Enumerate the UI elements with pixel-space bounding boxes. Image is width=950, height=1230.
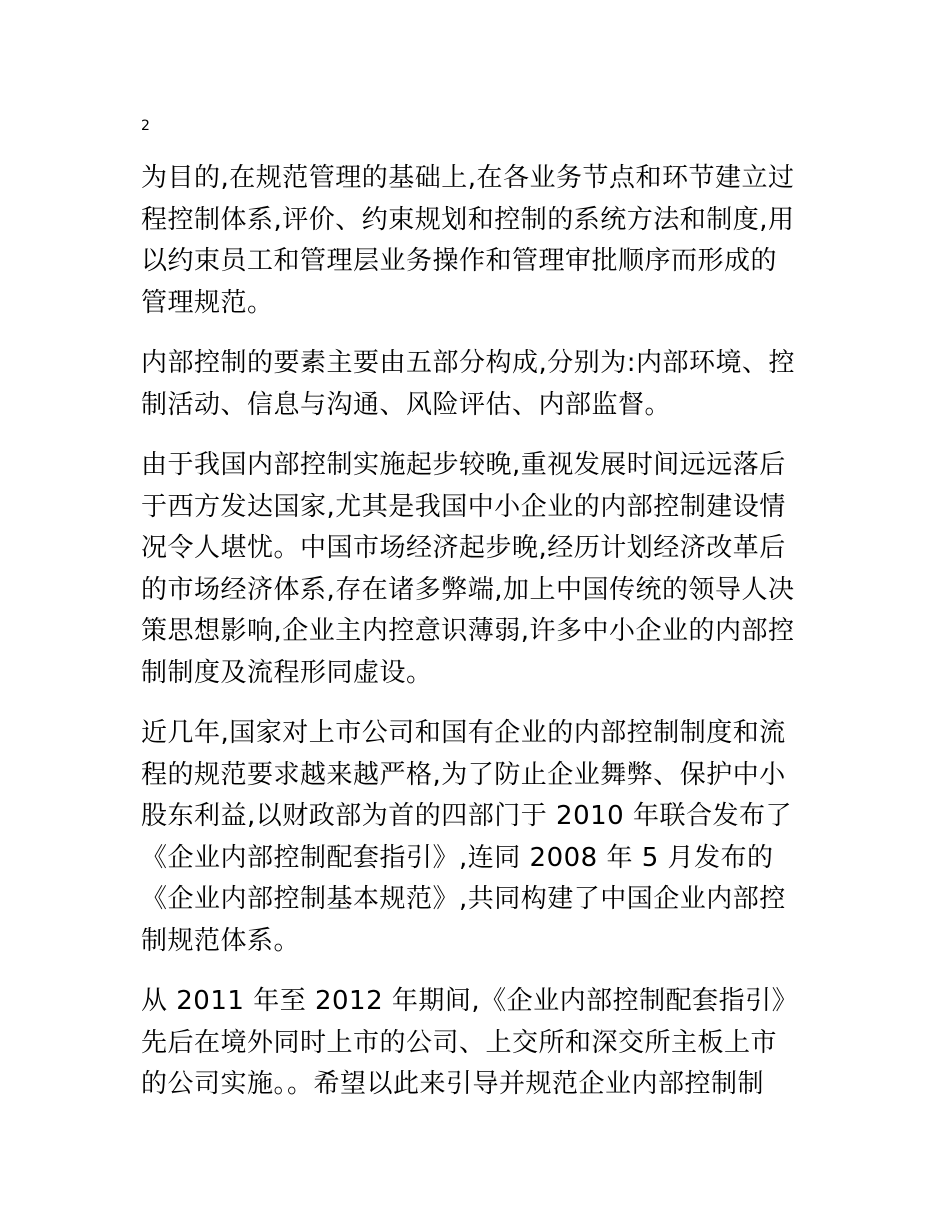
paragraph-implementation [141, 981, 811, 1106]
text-line: 以约束员工和管理层业务操作和管理审批顺序而形成的 [141, 246, 778, 276]
text-line: 制制度及流程形同虚设。 [141, 657, 433, 688]
text-line: 的公司实施。。希望以此来引导并规范企业内部控制制 [141, 1069, 765, 1099]
text-line: 股东利益,以财政部为首的四部门于 2010 年联合发布了 [141, 801, 792, 831]
text-line: 策思想影响,企业主内控意识薄弱,许多中小企业的内部控 [141, 616, 795, 646]
text-line: 于西方发达国家,尤其是我国中小企业的内部控制建设情 [141, 491, 786, 522]
text-line: 管理规范。 [141, 287, 274, 318]
paragraph-elements [141, 343, 811, 426]
text-line: 由于我国内部控制实施起步较晚,重视发展时间远远落后 [141, 450, 786, 480]
text-line: 先后在境外同时上市的公司、上交所和深交所主板上市 [141, 1027, 778, 1058]
text-line: 从 2011 年至 2012 年期间,《企业内部控制配套指引》 [141, 986, 799, 1016]
paragraph-regulation [141, 713, 811, 962]
text-line: 为目的,在规范管理的基础上,在各业务节点和环节建立过 [141, 163, 795, 193]
text-line: 近几年,国家对上市公司和国有企业的内部控制制度和流 [141, 718, 786, 748]
text-line: 况令人堪忧。中国市场经济起步晚,经历计划经济改革后 [141, 533, 786, 563]
text-line: 《企业内部控制基本规范》,共同构建了中国企业内部控 [141, 884, 786, 914]
text-line: 制规范体系。 [141, 925, 301, 956]
text-line: 《企业内部控制配套指引》,连同 2008 年 5 月发布的 [141, 842, 774, 873]
text-line: 制活动、信息与沟通、风险评估、内部监督。 [141, 389, 672, 420]
paragraph-purpose [141, 158, 811, 324]
text-line: 的市场经济体系,存在诸多弊端,加上中国传统的领导人决 [141, 574, 795, 605]
page-number: 2 [141, 118, 150, 134]
paragraph-background [141, 445, 811, 694]
text-line: 程控制体系,评价、约束规划和控制的系统方法和制度,用 [141, 204, 795, 235]
text-line: 程的规范要求越来越严格,为了防止企业舞弊、保护中小 [141, 759, 786, 790]
text-line: 内部控制的要素主要由五部分构成,分别为:内部环境、控 [141, 348, 796, 378]
document-body [141, 158, 811, 1125]
